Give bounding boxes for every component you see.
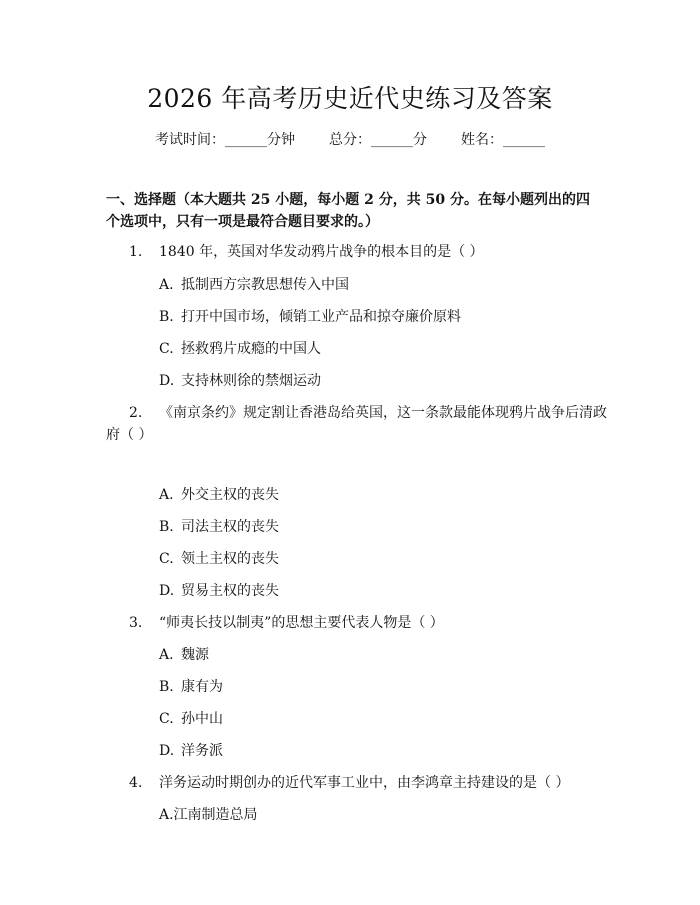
option-text: 打开中国市场，倾销工业产品和掠夺廉价原料 (181, 309, 461, 325)
option-text: 贸易主权的丧失 (181, 583, 279, 599)
option-text: 领土主权的丧失 (181, 551, 279, 567)
option-letter: B. (159, 519, 174, 535)
question-stem: 《南京条约》规定割让香港岛给英国，这一条款最能体现鸦片战争后清政 (159, 405, 607, 421)
option-letter: C. (159, 711, 174, 727)
option-text: 魏源 (181, 647, 209, 663)
option-text: 康有为 (181, 679, 223, 695)
option-2a (159, 484, 279, 506)
option-text: 洋务派 (181, 743, 223, 759)
option-text: 支持林则徐的禁烟运动 (181, 373, 321, 389)
option-letter: D. (159, 583, 175, 599)
question-number: 2. (129, 405, 143, 421)
option-3a (159, 644, 209, 666)
student-name-field: 姓名：______ (461, 132, 545, 148)
question-number: 1. (129, 244, 143, 260)
option-2c (159, 548, 279, 570)
section-heading: 一、选择题（本大题共 25 小题，每小题 2 分，共 50 分。在每小题列出的四个选项中，只有一项是最符合题目要求的。） (106, 192, 590, 230)
option-text: 外交主权的丧失 (181, 487, 279, 503)
option-2b (159, 516, 279, 538)
option-text: A.江南制造总局 (159, 807, 258, 823)
option-text: 孙中山 (181, 711, 223, 727)
total-score-field: 总分：______分 (329, 132, 427, 148)
option-text: 司法主权的丧失 (181, 519, 279, 535)
option-letter: D. (159, 373, 175, 389)
option-text: 拯救鸦片成瘾的中国人 (181, 341, 321, 357)
question-number: 3. (129, 615, 143, 631)
option-4a (159, 804, 258, 826)
page-title: 2026 年高考历史近代史练习及答案 (147, 84, 553, 113)
option-letter: A. (159, 647, 174, 663)
option-letter: C. (159, 341, 174, 357)
option-1c (159, 338, 321, 360)
option-2d (159, 580, 279, 602)
option-3c (159, 708, 223, 730)
question-stem: 1840 年，英国对华发动鸦片战争的根本目的是（ ） (159, 244, 484, 260)
option-1d (159, 370, 321, 392)
option-3b (159, 676, 223, 698)
option-letter: C. (159, 551, 174, 567)
question-stem: 洋务运动时期创办的近代军事工业中，由李鸿章主持建设的是（ ） (159, 775, 570, 791)
exam-info-line (0, 130, 700, 150)
option-letter: B. (159, 679, 174, 695)
question-2-continuation: 府（ ） (106, 427, 153, 443)
option-3d (159, 740, 223, 762)
option-letter: B. (159, 309, 174, 325)
option-letter: A. (159, 487, 174, 503)
option-letter: A. (159, 277, 174, 293)
option-1a (159, 274, 349, 296)
question-number: 4. (129, 775, 143, 791)
option-text: 抵制西方宗教思想传入中国 (181, 277, 349, 293)
question-stem: “师夷长技以制夷”的思想主要代表人物是（ ） (159, 615, 444, 631)
option-1b (159, 306, 461, 328)
option-letter: D. (159, 743, 175, 759)
exam-time-field: 考试时间：______分钟 (155, 132, 295, 148)
